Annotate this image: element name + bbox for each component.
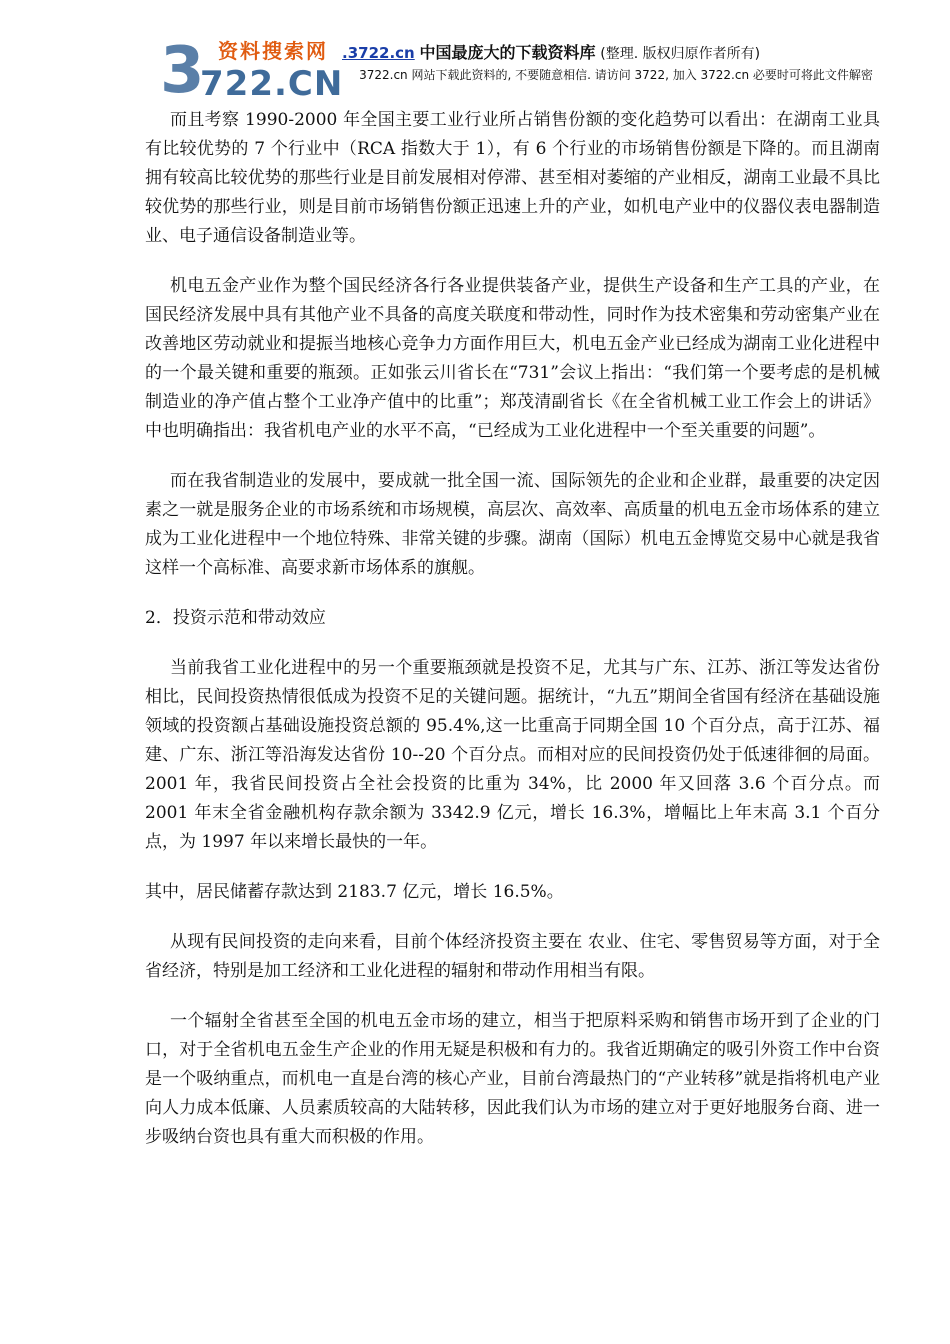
logo-domain: 722.CN (200, 64, 344, 104)
header-line (342, 44, 760, 63)
document-body (145, 106, 880, 1173)
rights-note: (整理. 版权归原作者所有) (600, 46, 761, 62)
site-logo (160, 34, 350, 108)
paragraph-7: 一个辐射全省甚至全国的机电五金市场的建立，相当于把原料采购和销售市场开到了企业的门口，对于全省机电五金生产企业的作用无疑是积极和有力的。我省近期确定的吸引外资工作中台资是一个吸纳重点，而机电一直是台湾的核心产业，目前台湾最热门的“产业转移”就是指将机电产业向人力成本低廉、人员素质较高的大陆转移，因此我们认为市场的建立对于更好地服务台商、进一步吸纳台资也具有重大而积极的作用。 (145, 1011, 880, 1147)
logo-tagline: 资料搜索网 (218, 39, 328, 63)
paragraph-6: 从现有民间投资的走向来看，目前个体经济投资主要在 农业、住宅、零售贸易等方面，对于全省经济，特别是加工经济和工业化进程的辐射和带动作用相当有限。 (145, 932, 880, 981)
section-heading: 2．投资示范和带动效应 (145, 608, 326, 628)
paragraph-3: 而在我省制造业的发展中，要成就一批全国一流、国际领先的企业和企业群，最重要的决定因素之一就是服务企业的市场系统和市场规模，高层次、高效率、高质量的机电五金市场体系的建立成为工业化进程中一个地位特殊、非常关键的步骤。湖南（国际）机电五金博览交易中心就是我省这样一个高标准、高要求新市场体系的旗舰。 (145, 471, 880, 578)
paragraph-4: 当前我省工业化进程中的另一个重要瓶颈就是投资不足，尤其与广东、江苏、浙江等发达省份相比，民间投资热情很低成为投资不足的关键问题。据统计，“九五”期间全省国有经济在基础设施领域的投资额占基础设施投资总额的 95.4%,这一比重高于同期全国 10 个百分点，高于江苏、福建、广东、浙江等沿海发达省份 10--20 个百分点。而相对应的民间投资仍处于低速徘徊的局面。2001 年，我省民间投资占全社会投资的比重为 34%，比 2000 年又回落 3.6 个百分点。而 2001 年末全省金融机构存款余额为 3342.9 亿元，增长 16.3%，增幅比上年末高 3.1 个百分点，为 1997 年以来增长最快的一年。 (145, 658, 880, 852)
header-notice: 3722.cn 网站下载此资料的, 不要随意相信. 请访问 3722, 加入 3722.cn 必要时可将此文件解密 (359, 68, 873, 82)
logo-number: 3 (160, 34, 205, 108)
paragraph-1: 而且考察 1990-2000 年全国主要工业行业所占销售份额的变化趋势可以看出：在湖南工业具有比较优势的 7 个行业中（RCA 指数大于 1），有 6 个行业的市场销售份额是下降的。而且湖南拥有较高比较优势的那些行业是目前发展相对停滞、甚至相对萎缩的产业相反，湖南工业最不具比较优势的那些行业，则是目前市场销售份额正迅速上升的产业，如机电产业中的仪器仪表电器制造业、电子通信设备制造业等。 (145, 110, 880, 246)
paragraph-2: 机电五金产业作为整个国民经济各行各业提供装备产业，提供生产设备和生产工具的产业，在国民经济发展中具有其他产业不具备的高度关联度和带动性，同时作为技术密集和劳动密集产业在改善地区劳动就业和提振当地核心竞争力方面作用巨大，机电五金产业已经成为湖南工业化进程中的一个最关键和重要的瓶颈。正如张云川省长在“731”会议上指出：“我们第一个要考虑的是机械制造业的净产值占整个工业净产值中的比重”；郑茂清副省长《在全省机械工业工作会上的讲话》中也明确指出：我省机电产业的水平不高，“已经成为工业化进程中一个至关重要的问题”。 (145, 276, 880, 441)
paragraph-5: 其中，居民储蓄存款达到 2183.7 亿元，增长 16.5%。 (145, 882, 564, 902)
header-title: 中国最庞大的下载资料库 (419, 43, 596, 62)
site-link[interactable]: .3722.cn (342, 44, 415, 62)
